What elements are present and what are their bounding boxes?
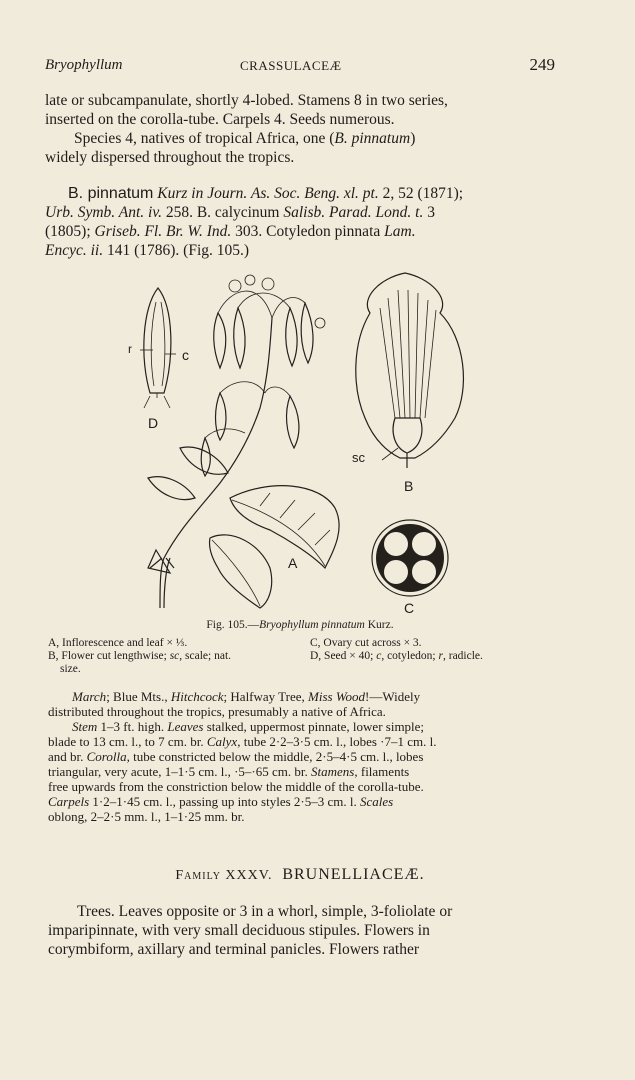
figure-legend <box>48 637 558 676</box>
locality-line-1: March; Blue Mts., Hitchcock; Halfway Tree, Miss Wood!—Widely <box>72 689 421 704</box>
ovary-section-drawing-c <box>372 520 448 596</box>
figure-label-c: C <box>404 600 415 616</box>
species-line-2: Urb. Symb. Ant. iv. 258. B. calycinum Salisb. Parad. Lond. t. 3 <box>45 204 435 221</box>
species-line-3: (1805); Griseb. Fl. Br. W. Ind. 303. Cotyledon pinnata Lam. <box>45 223 416 240</box>
legend-c: C, Ovary cut across × 3. <box>310 637 422 649</box>
intro-paragraph <box>45 91 553 167</box>
locality-line-2: distributed throughout the tropics, presumably a native of Africa. <box>48 704 386 719</box>
legend-d: D, Seed × 40; c, cotyledon; r, radicle. <box>310 650 483 662</box>
description-paragraph <box>48 719 553 824</box>
legend-b: B, Flower cut lengthwise; sc, scale; nat. <box>48 650 232 662</box>
legend-a: A, Inflorescence and leaf × ⅓. <box>48 637 188 649</box>
species-name: B. pinnatum <box>68 185 154 202</box>
family-line-1: Trees. Leaves opposite or 3 in a whorl, simple, 3-foliolate or <box>77 903 453 920</box>
cotyledon-label-c: c <box>182 347 189 363</box>
description-line-7: oblong, 2–2·5 mm. l., 1–1·25 mm. br. <box>48 809 245 824</box>
figure-105-illustration <box>120 268 500 620</box>
description-line-2: blade to 13 cm. l., to 7 cm. br. Calyx, tube 2·2–3·5 cm. l., lobes ·7–1 cm. l. <box>48 734 437 749</box>
locality-paragraph <box>48 689 553 719</box>
intro-line-2: inserted on the corolla-tube. Carpels 4. Seeds numerous. <box>45 111 395 128</box>
family-line-3: corymbiform, axillary and terminal panicles. Flowers rather <box>48 941 420 958</box>
species-paragraph <box>45 184 555 260</box>
legend-b-continuation: size. <box>60 663 81 675</box>
figure-caption: Fig. 105.—Bryophyllum pinnatum Kurz. <box>206 619 394 631</box>
radicle-label-r: r <box>128 342 132 356</box>
species-line-1: B. pinnatum Kurz in Journ. As. Soc. Beng. xl. pt. 2, 52 (1871); <box>68 185 464 202</box>
figure-label-a: A <box>288 555 298 571</box>
header-genus: Bryophyllum <box>45 57 123 73</box>
inflorescence-drawing-a <box>148 275 339 608</box>
family-heading <box>45 866 555 884</box>
figure-label-d: D <box>148 415 159 431</box>
family-line-2: imparipinnate, with very small deciduous stipules. Flowers in <box>48 922 430 939</box>
description-line-5: free upwards from the constriction below the middle of the corolla-tube. <box>48 779 424 794</box>
family-name: BRUNELLIACEÆ. <box>282 866 425 883</box>
description-line-4: triangular, very acute, 1–1·5 cm. l., ·5–·65 cm. br. Stamens, filaments <box>48 764 410 779</box>
scale-label-sc: sc <box>352 450 365 465</box>
page-number: 249 <box>529 55 555 74</box>
running-header <box>45 57 555 79</box>
species-line-4: Encyc. ii. 141 (1786). (Fig. 105.) <box>45 242 250 259</box>
header-family: CRASSULACEÆ <box>240 58 342 73</box>
figure-label-b: B <box>404 478 414 494</box>
flower-section-drawing-b <box>356 273 464 468</box>
species-count-line: Species 4, natives of tropical Africa, one (B. pinnatum) <box>74 130 416 147</box>
description-line-6: Carpels 1·2–1·45 cm. l., passing up into styles 2·5–3 cm. l. Scales <box>48 794 394 809</box>
intro-line-1: late or subcampanulate, shortly 4-lobed. Stamens 8 in two series, <box>45 92 448 109</box>
seed-drawing-d <box>140 288 176 408</box>
description-line-3: and br. Corolla, tube constricted below the middle, 2·5–4·5 cm. l., lobes <box>48 749 424 764</box>
species-count-line-2: widely dispersed throughout the tropics. <box>45 149 295 166</box>
family-description <box>48 902 554 959</box>
description-line-1: Stem 1–3 ft. high. Leaves stalked, uppermost pinnate, lower simple; <box>72 719 425 734</box>
family-number: Family XXXV. <box>175 868 273 883</box>
